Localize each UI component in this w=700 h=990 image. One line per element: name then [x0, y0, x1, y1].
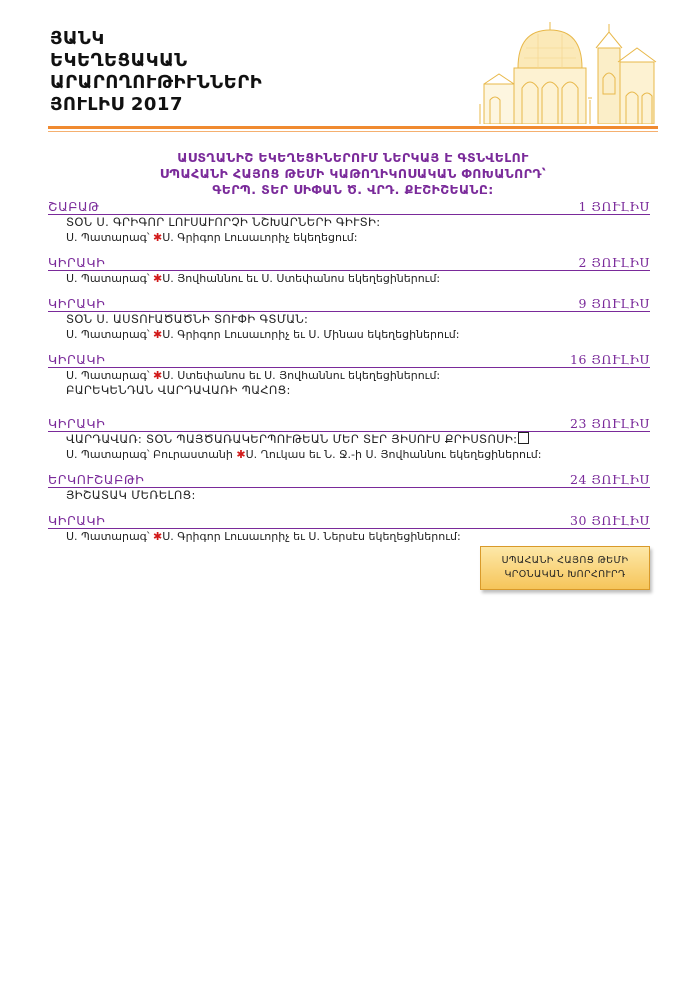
feast-note: ԲԱՐԵԿԵՆԴԱՆ ՎԱՐԴԱՎԱՌԻ ՊԱՀՈՑ:: [66, 383, 291, 397]
title-line-4: ՅՈՒԼԻՍ 2017: [50, 94, 183, 115]
intro-line-2: ՍՊԱՀԱՆԻ ՀԱՅՈՑ ԹԵՄԻ ԿԱԹՈՂԻԿՈՍԱԿԱՆ ՓՈԽԱՆՈՐԴ՝: [159, 166, 547, 181]
red-asterisk-icon: ✱: [153, 231, 163, 244]
day-date: 23 ՅՈՒԼԻՍ: [570, 416, 650, 431]
intro-line-3: ԳԵՐՊ. ՏԵՐ ՍԻՓԱՆ Ծ. ՎՐԴ. ՔԷՇԻՇԵԱՆԸ:: [212, 182, 494, 197]
day-name: ԿԻՐԱԿԻ: [48, 513, 106, 528]
feast-title: ՏՕՆ Ս. ԱՍՏՈՒԱԾԱԾՆԻ ՏՈՒՓԻ ԳՏՄԱՆ:: [66, 312, 309, 326]
day-date: 16 ՅՈՒԼԻՍ: [570, 352, 650, 367]
day-header: [48, 294, 650, 312]
day-name: ԿԻՐԱԿԻ: [48, 296, 106, 311]
mass-line: Ս. Պատարագ՝ ✱Ս. Գրիգոր Լուսաւորիչ եկեղեցում:: [66, 231, 358, 244]
day-header: [48, 414, 650, 432]
red-asterisk-icon: ✱: [153, 530, 163, 543]
day-name: ԿԻՐԱԿԻ: [48, 255, 106, 270]
church-illustration: [478, 18, 658, 124]
event-list: [48, 197, 650, 544]
red-asterisk-icon: ✱: [153, 272, 163, 285]
day-date: 30 ՅՈՒԼԻՍ: [570, 513, 650, 528]
day-name: ԿԻՐԱԿԻ: [48, 416, 106, 431]
title-line-3: ԱՐԱՐՈՂՈՒԹԻՒՆՆԵՐԻ: [50, 72, 263, 93]
intro-heading: [48, 150, 658, 198]
day-header: [48, 197, 650, 215]
day-name: ԵՐԿՈՒՇԱԲԹԻ: [48, 472, 145, 487]
mass-line: Ս. Պատարագ՝ Բուրաստանի ✱Ս. Ղուկաս եւ Ն. Ջ.-ի Ս. Յովհաննու եկեղեցիներում:: [66, 448, 542, 461]
page-title: [50, 28, 262, 116]
feast-title: ՏՕՆ Ս. ԳՐԻԳՈՐ ԼՈՒՍԱՒՈՐՉԻ ՆՇԽԱՐՆԵՐԻ ԳԻՒՏԻ:: [66, 215, 381, 229]
mass-line: Ս. Պատարագ՝ ✱Ս. Ստեփանոս եւ Ս. Յովհաննու եկեղեցիներում:: [66, 369, 441, 382]
day-header: [48, 511, 650, 529]
day-date: 24 ՅՈՒԼԻՍ: [570, 472, 650, 487]
red-asterisk-icon: ✱: [153, 369, 163, 382]
empty-box-icon: [518, 432, 529, 444]
red-asterisk-icon: ✱: [236, 448, 246, 461]
day-date: 1 ՅՈՒԼԻՍ: [578, 199, 650, 214]
red-asterisk-icon: ✱: [153, 328, 163, 341]
header-rule: [48, 126, 658, 129]
header-rule-thin: [48, 131, 658, 132]
day-header: [48, 253, 650, 271]
feast-title: ՅԻՇԱՏԱԿ ՄԵՌԵԼՈՑ:: [66, 488, 196, 502]
signature-line-2: ԿՐՕՆԱԿԱՆ ԽՈՐՀՈՒՐԴ: [504, 569, 626, 580]
day-header: [48, 470, 650, 488]
mass-line: Ս. Պատարագ՝ ✱Ս. Գրիգոր Լուսաւորիչ եւ Ս. Ներսէս եկեղեցիներում:: [66, 530, 461, 543]
feast-title: ՎԱՐԴԱՎԱՌ: ՏՕՆ ՊԱՅԾԱՌԱԿԵՐՊՈՒԹԵԱՆ ՄԵՐ ՏԷՐ ՅԻՍՈՒՍ ՔՐԻՍՏՈՍԻ:: [48, 432, 650, 447]
day-header: [48, 350, 650, 368]
day-date: 2 ՅՈՒԼԻՍ: [578, 255, 650, 270]
council-signature-box: [480, 546, 650, 590]
day-name: ՇԱԲԱԹ: [48, 199, 100, 214]
intro-line-1: ԱՍՏՂԱՆԻՇ ԵԿԵՂԵՑԻՆԵՐՈՒՄ ՆԵՐԿԱՅ Է ԳՏՆՎԵԼՈՒ: [177, 150, 529, 165]
day-name: ԿԻՐԱԿԻ: [48, 352, 106, 367]
day-date: 9 ՅՈՒԼԻՍ: [578, 296, 650, 311]
title-line-1: ՅԱՆԿ: [50, 28, 105, 49]
mass-line: Ս. Պատարագ՝ ✱Ս. Գրիգոր Լուսաւորիչ եւ Ս. Մինաս եկեղեցիներում:: [66, 328, 460, 341]
signature-line-1: ՍՊԱՀԱՆԻ ՀԱՅՈՑ ԹԵՄԻ: [501, 555, 629, 566]
title-line-2: ԵԿԵՂԵՑԱԿԱՆ: [50, 50, 188, 71]
mass-line: Ս. Պատարագ՝ ✱Ս. Յովհաննու եւ Ս. Ստեփանոս եկեղեցիներում:: [66, 272, 441, 285]
